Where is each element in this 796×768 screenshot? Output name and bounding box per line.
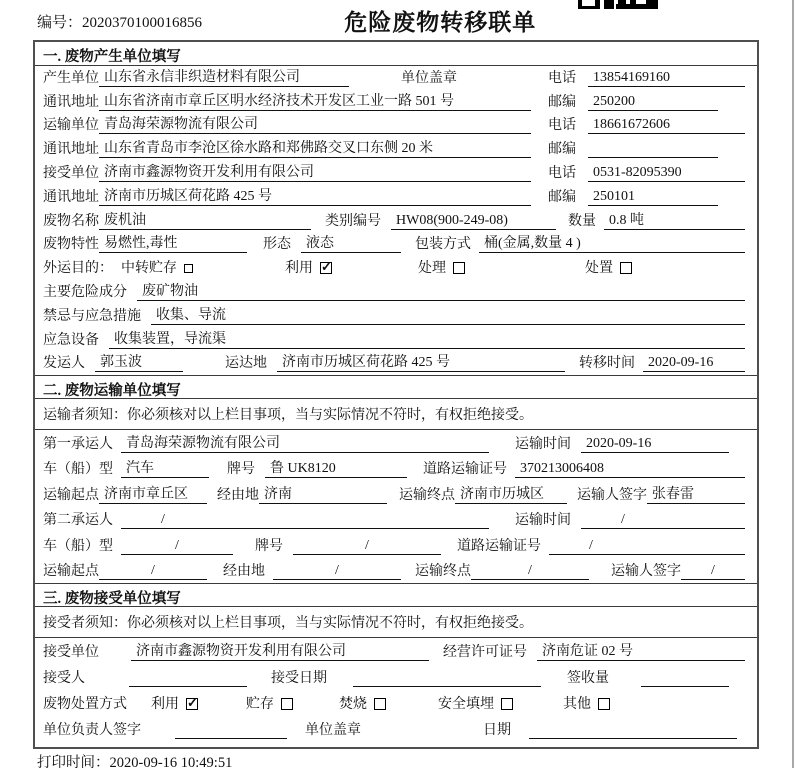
checkbox-icon <box>501 698 513 710</box>
waste-name-label: 废物名称 <box>43 213 99 229</box>
purpose-option-use <box>285 257 332 277</box>
section-transport-header: 二. 废物运输单位填写 <box>35 375 757 399</box>
receipt-amount-label: 签收量 <box>567 671 609 687</box>
row-vehicle-2 <box>35 532 757 558</box>
license-value: 济南危证 02 号 <box>537 640 745 661</box>
row-transfer-purpose <box>35 256 757 280</box>
hazard-label: 主要危险成分 <box>43 284 127 300</box>
page-edge-line <box>792 0 794 768</box>
checkbox-icon <box>281 698 293 710</box>
checkbox-icon <box>186 698 198 710</box>
transport-time-label: 运输时间 <box>515 513 571 529</box>
waste-code-label: 类别编号 <box>325 213 381 229</box>
row-producer <box>35 66 757 90</box>
route-end-label: 运输终点 <box>415 564 471 580</box>
option-label: 处置 <box>585 261 613 277</box>
checkbox-icon <box>598 698 610 710</box>
license-label: 经营许可证号 <box>443 645 527 661</box>
row-hazard-component <box>35 280 757 304</box>
stamp-label: 单位盖章 <box>401 70 457 86</box>
route-start-value: / <box>99 563 207 580</box>
date-value <box>529 722 737 739</box>
receiver-phone: 0531-82095390 <box>588 165 745 182</box>
row-waste-name <box>35 209 757 233</box>
carrier-sign-value: 张春雷 <box>647 483 745 504</box>
option-label: 焚烧 <box>339 697 367 713</box>
transporter-phone: 18661672606 <box>588 117 745 134</box>
row-receiver-address <box>35 185 757 209</box>
print-time-label: 打印时间： <box>37 755 110 768</box>
receive-date-label: 接受日期 <box>271 671 327 687</box>
contraindication-label: 禁忌与应急措施 <box>43 308 141 324</box>
purpose-option-treat <box>418 257 465 277</box>
row-responsible-sign <box>35 716 757 742</box>
route-via-value: / <box>273 563 401 580</box>
waste-char-label: 废物特性 <box>43 237 99 253</box>
option-label: 处理 <box>418 261 446 277</box>
contraindication-value: 收集、导流 <box>151 304 745 325</box>
zip-label: 邮编 <box>548 189 576 205</box>
road-permit-label: 道路运输证号 <box>457 538 541 554</box>
section-receive-header: 三. 废物接受单位填写 <box>35 583 757 607</box>
vehicle-type-value: / <box>121 538 233 555</box>
route-via-label: 经由地 <box>223 564 265 580</box>
equipment-label: 应急设备 <box>43 332 99 348</box>
waste-form-value: 液态 <box>301 232 401 253</box>
responsible-sign-value <box>175 722 287 739</box>
route-start-label: 运输起点 <box>43 487 99 503</box>
checkbox-icon <box>620 262 632 274</box>
transporter-label: 运输单位 <box>43 118 99 134</box>
responsible-sign-label: 单位负责人签字 <box>43 723 141 739</box>
vehicle-type-value: 汽车 <box>121 457 209 478</box>
receiver-value: 济南市鑫源物资开发利用有限公司 <box>99 161 531 182</box>
first-carrier-label: 第一承运人 <box>43 436 113 452</box>
shipper-value: 郭玉波 <box>95 351 183 372</box>
row-second-carrier <box>35 507 757 533</box>
checkbox-icon <box>320 262 332 274</box>
road-permit-value: 370213006408 <box>515 461 745 478</box>
row-disposal-method <box>35 690 757 716</box>
producer-zip: 250200 <box>588 94 718 111</box>
option-label: 安全填埋 <box>438 697 494 713</box>
option-label: 中转贮存 <box>121 261 177 277</box>
address-label: 通讯地址 <box>43 189 99 205</box>
waste-qty-label: 数量 <box>568 213 596 229</box>
transport-notice: 运输者须知：你必须核对以上栏目事项，当与实际情况不符时，有权拒绝接受。 <box>35 399 757 430</box>
route-end-value: 济南市历城区 <box>455 483 567 504</box>
first-carrier-value: 青岛海荣源物流有限公司 <box>121 432 489 453</box>
disposal-option-landfill <box>438 693 513 713</box>
receive-person-label: 接受人 <box>43 671 85 687</box>
producer-address: 山东省济南市章丘区明水经济技术开发区工业一路 501 号 <box>99 90 531 111</box>
purpose-option-storage <box>121 257 193 277</box>
destination-value: 济南市历城区荷花路 425 号 <box>277 351 565 372</box>
phone-label: 电话 <box>548 70 576 86</box>
hazard-value: 废矿物油 <box>137 280 745 301</box>
transfer-time-value: 2020-09-16 <box>643 355 745 372</box>
page-title: 危险废物转移联单 <box>344 10 537 35</box>
vehicle-type-label: 车（船）型 <box>43 462 113 478</box>
second-carrier-value: / <box>121 512 489 529</box>
doc-number-label: 编号： <box>37 15 83 31</box>
route-via-value: 济南 <box>259 483 387 504</box>
receiver-zip: 250101 <box>588 189 718 206</box>
producer-label: 产生单位 <box>43 70 99 86</box>
destination-label: 运达地 <box>225 356 267 372</box>
vehicle-type-label: 车（船）型 <box>43 538 113 554</box>
route-start-value: 济南市章丘区 <box>99 483 207 504</box>
equipment-value: 收集装置，导流渠 <box>109 328 745 349</box>
producer-phone: 13854169160 <box>588 70 745 87</box>
transfer-form-table <box>33 40 759 749</box>
route-end-label: 运输终点 <box>399 487 455 503</box>
waste-qty-value: 0.8 吨 <box>604 209 745 230</box>
section-transport <box>35 375 757 583</box>
row-contraindication <box>35 304 757 328</box>
transporter-value: 青岛海荣源物流有限公司 <box>99 113 531 134</box>
section-producer-header: 一. 废物产生单位填写 <box>35 42 757 66</box>
option-label: 利用 <box>151 697 179 713</box>
checkbox-icon <box>374 698 386 710</box>
carrier-sign-label: 运输人签字 <box>577 487 647 503</box>
packing-label: 包装方式 <box>415 237 471 253</box>
producer-value: 山东省永信非织造材料有限公司 <box>99 66 349 87</box>
row-producer-address <box>35 90 757 114</box>
purpose-label: 外运目的： <box>43 261 113 277</box>
row-route-2 <box>35 558 757 584</box>
row-waste-characteristics <box>35 233 757 257</box>
disposal-option-incinerate <box>339 693 386 713</box>
receive-unit-value: 济南市鑫源物资开发利用有限公司 <box>131 640 429 661</box>
disposal-option-other <box>563 693 610 713</box>
row-vehicle-1 <box>35 456 757 482</box>
address-label: 通讯地址 <box>43 94 99 110</box>
waste-name-value: 废机油 <box>99 209 311 230</box>
phone-label: 电话 <box>548 165 576 181</box>
packing-value: 桶(金属,数量 4 ) <box>479 232 745 253</box>
row-transporter <box>35 114 757 138</box>
transfer-time-label: 转移时间 <box>579 356 635 372</box>
doc-number-value: 2020370100016856 <box>82 15 203 31</box>
zip-label: 邮编 <box>548 94 576 110</box>
road-permit-value: / <box>549 538 745 555</box>
transport-time-value: 2020-09-16 <box>581 436 729 453</box>
row-transporter-address <box>35 137 757 161</box>
carrier-sign-value: / <box>681 563 745 580</box>
disposal-label: 废物处置方式 <box>43 697 127 713</box>
receipt-amount-value <box>641 670 729 687</box>
disposal-option-use <box>151 693 198 713</box>
waste-char-value: 易燃性,毒性 <box>99 232 247 253</box>
purpose-option-dispose <box>585 257 632 277</box>
print-time <box>37 751 232 768</box>
doc-number <box>37 11 202 32</box>
section-receive <box>35 583 757 742</box>
receive-unit-label: 接受单位 <box>43 645 99 661</box>
transporter-zip <box>588 141 718 158</box>
carrier-sign-label: 运输人签字 <box>611 564 681 580</box>
row-receive-person <box>35 664 757 690</box>
row-shipper <box>35 352 757 376</box>
transport-time-value: / <box>581 512 745 529</box>
waste-form-label: 形态 <box>263 237 291 253</box>
address-label: 通讯地址 <box>43 142 99 158</box>
checkbox-icon <box>184 264 193 273</box>
row-receive-unit <box>35 638 757 664</box>
option-label: 其他 <box>563 697 591 713</box>
receiver-address: 济南市历城区荷花路 425 号 <box>99 185 531 206</box>
section-producer <box>35 42 757 375</box>
road-permit-label: 道路运输证号 <box>423 462 507 478</box>
qr-code-fragment <box>578 0 660 10</box>
plate-label: 牌号 <box>255 538 283 554</box>
route-end-value: / <box>471 563 589 580</box>
transporter-address: 山东省青岛市李沧区徐水路和郑佛路交叉口东侧 20 米 <box>99 137 531 158</box>
receiver-label: 接受单位 <box>43 165 99 181</box>
route-start-label: 运输起点 <box>43 564 99 580</box>
checkbox-icon <box>453 262 465 274</box>
row-first-carrier <box>35 430 757 456</box>
row-emergency-equipment <box>35 328 757 352</box>
waste-code-value: HW08(900-249-08) <box>391 213 556 230</box>
route-via-label: 经由地 <box>217 487 259 503</box>
transport-time-label: 运输时间 <box>515 436 571 452</box>
option-label: 贮存 <box>246 697 274 713</box>
date-label: 日期 <box>483 723 511 739</box>
plate-value: / <box>293 538 441 555</box>
option-label: 利用 <box>285 261 313 277</box>
disposal-option-storage <box>246 693 293 713</box>
receive-person-value <box>129 670 247 687</box>
receive-notice: 接受者须知：你必须核对以上栏目事项，当与实际情况不符时，有权拒绝接受。 <box>35 607 757 638</box>
plate-label: 牌号 <box>227 462 255 478</box>
zip-label: 邮编 <box>548 142 576 158</box>
receive-date-value <box>353 670 541 687</box>
phone-label: 电话 <box>548 118 576 134</box>
unit-stamp-label: 单位盖章 <box>305 723 361 739</box>
shipper-label: 发运人 <box>43 356 85 372</box>
row-route-1 <box>35 481 757 507</box>
row-receiver <box>35 161 757 185</box>
second-carrier-label: 第二承运人 <box>43 513 113 529</box>
print-time-value: 2020-09-16 10:49:51 <box>109 755 233 768</box>
plate-value: 鲁 UK8120 <box>265 457 407 478</box>
